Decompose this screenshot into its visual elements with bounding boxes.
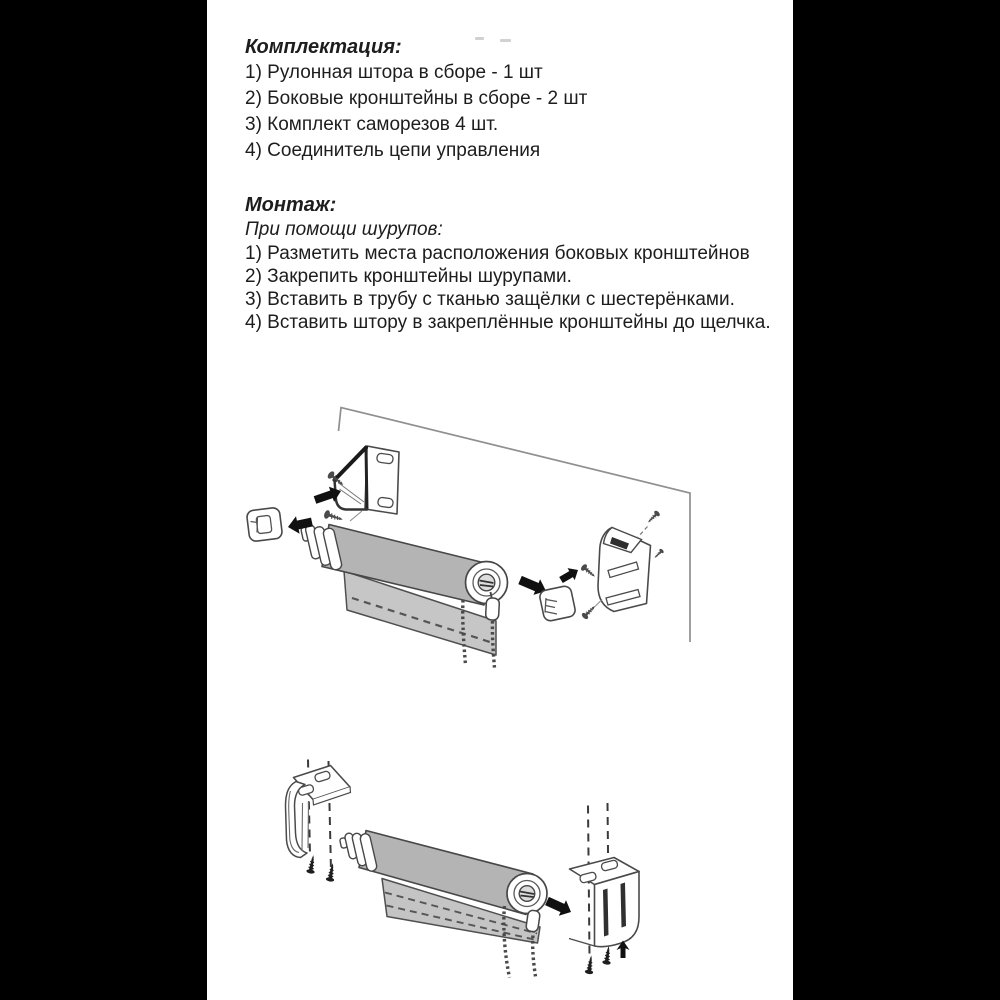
top-bracket-right <box>569 858 639 947</box>
kit-item: 2) Боковые кронштейны в сборе - 2 шт <box>245 88 588 109</box>
kit-title: Комплектация: <box>245 36 402 58</box>
screw-icon <box>585 955 596 975</box>
screw-icon <box>306 854 318 874</box>
mount-subtitle: При помощи шурупов: <box>245 219 443 240</box>
mount-title: Монтаж: <box>245 194 337 216</box>
kit-item: 3) Комплект саморезов 4 шт. <box>245 114 499 135</box>
kit-item: 4) Соединитель цепи управления <box>245 140 541 161</box>
wall-mount-diagram <box>240 400 700 680</box>
tube-end-cap <box>507 874 547 914</box>
leader-line <box>638 527 648 538</box>
mount-section <box>245 193 771 334</box>
end-cap-right <box>539 585 577 622</box>
end-cap-left <box>246 507 283 542</box>
screw-icon <box>580 563 598 579</box>
mount-step: 4) Вставить штору в закреплённые кронштейны до щелчка. <box>245 312 771 333</box>
mount-step: 3) Вставить в трубу с тканью защёлки с шестерёнками. <box>245 289 735 310</box>
mount-step: 1) Разметить места расположения боковых кронштейнов <box>245 243 750 264</box>
arrow-right-icon <box>545 897 571 916</box>
kit-section <box>245 34 587 164</box>
screw-icon <box>646 510 661 525</box>
mount-step: 2) Закрепить кронштейны шурупами. <box>245 266 572 287</box>
screw-icon <box>653 548 665 560</box>
side-bracket-left <box>335 446 400 514</box>
leader-line <box>595 600 602 607</box>
screw-icon <box>323 509 344 523</box>
screw-icon <box>602 945 613 965</box>
ceiling-mount-diagram <box>275 745 650 990</box>
kit-item: 1) Рулонная штора в сборе - 1 шт <box>245 62 543 83</box>
leader-line <box>350 511 362 521</box>
side-bracket-right <box>598 528 651 612</box>
arrow-right-icon <box>559 568 578 583</box>
chain-connector <box>526 910 541 932</box>
instruction-sheet <box>207 0 793 1000</box>
tube-end-cap <box>466 562 508 604</box>
